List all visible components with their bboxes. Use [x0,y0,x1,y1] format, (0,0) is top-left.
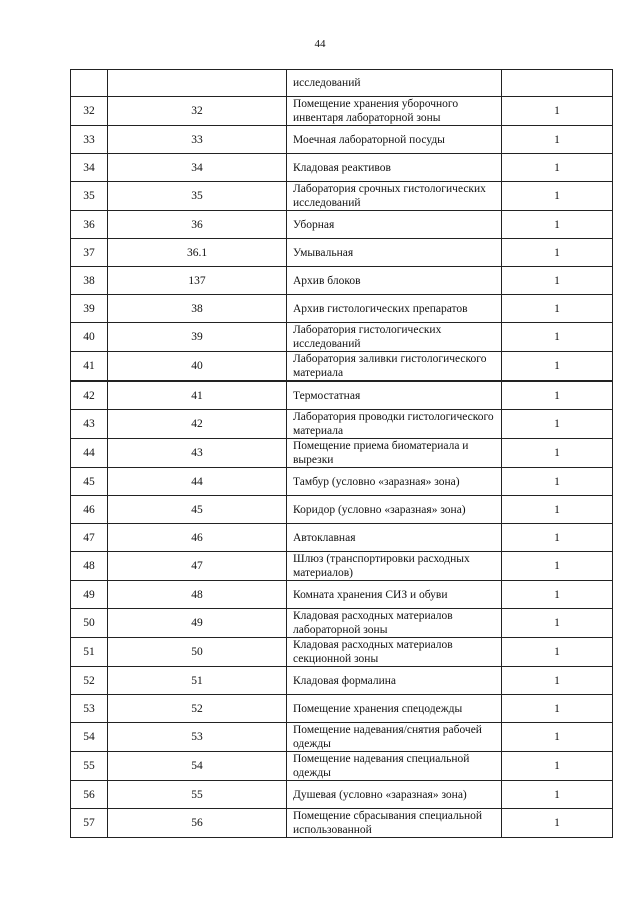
cell-room-name: Лаборатория заливки гистологического материала [287,352,502,382]
table-row [71,752,613,781]
cell-row-number: 38 [71,267,108,295]
cell-room-name: Уборная [287,211,502,239]
cell-quantity: 1 [502,638,613,667]
cell-row-number: 40 [71,323,108,352]
cell-room-name: Архив гистологических препаратов [287,295,502,323]
cell-plan-number: 55 [108,781,287,809]
table-row [71,267,613,295]
cell-room-name: Помещение хранения спецодежды [287,695,502,723]
table-row [71,809,613,838]
cell-room-name: Душевая (условно «заразная» зона) [287,781,502,809]
cell-quantity [502,70,613,97]
table-row [71,295,613,323]
cell-quantity: 1 [502,410,613,439]
cell-room-name: Термостатная [287,381,502,410]
cell-row-number: 43 [71,410,108,439]
cell-row-number: 56 [71,781,108,809]
cell-row-number: 36 [71,211,108,239]
cell-row-number: 44 [71,439,108,468]
cell-quantity: 1 [502,695,613,723]
cell-plan-number: 52 [108,695,287,723]
cell-room-name: Лаборатория гистологических исследований [287,323,502,352]
cell-room-name: Помещение надевания/снятия рабочей одежды [287,723,502,752]
table-row [71,182,613,211]
rooms-table [70,69,613,838]
cell-plan-number: 44 [108,468,287,496]
cell-plan-number: 35 [108,182,287,211]
cell-quantity: 1 [502,323,613,352]
cell-quantity: 1 [502,352,613,382]
table-row [71,410,613,439]
table-row [71,496,613,524]
table-row [71,524,613,552]
table-row [71,211,613,239]
cell-row-number: 52 [71,667,108,695]
cell-room-name: Тамбур (условно «заразная» зона) [287,468,502,496]
cell-quantity: 1 [502,267,613,295]
cell-room-name: Кладовая расходных материалов секционной зоны [287,638,502,667]
cell-room-name: Моечная лабораторной посуды [287,126,502,154]
cell-room-name: Кладовая формалина [287,667,502,695]
table-row [71,126,613,154]
cell-quantity: 1 [502,439,613,468]
cell-plan-number: 47 [108,552,287,581]
cell-row-number [71,70,108,97]
table-row [71,439,613,468]
table-row [71,638,613,667]
cell-quantity: 1 [502,211,613,239]
cell-row-number: 57 [71,809,108,838]
cell-row-number: 51 [71,638,108,667]
cell-quantity: 1 [502,809,613,838]
cell-room-name: Умывальная [287,239,502,267]
cell-plan-number: 40 [108,352,287,382]
cell-room-name: Лаборатория проводки гистологического материала [287,410,502,439]
cell-plan-number: 33 [108,126,287,154]
table-row [71,97,613,126]
table-row-continuation [71,70,613,97]
cell-plan-number: 36.1 [108,239,287,267]
cell-row-number: 41 [71,352,108,382]
cell-row-number: 35 [71,182,108,211]
cell-row-number: 32 [71,97,108,126]
cell-quantity: 1 [502,468,613,496]
cell-quantity: 1 [502,295,613,323]
cell-quantity: 1 [502,154,613,182]
cell-room-name: Шлюз (транспортировки расходных материалов) [287,552,502,581]
cell-plan-number: 45 [108,496,287,524]
cell-plan-number: 46 [108,524,287,552]
cell-row-number: 49 [71,581,108,609]
cell-quantity: 1 [502,524,613,552]
cell-plan-number: 39 [108,323,287,352]
cell-row-number: 42 [71,381,108,410]
cell-plan-number: 43 [108,439,287,468]
table-row [71,381,613,410]
cell-room-name: Помещение приема биоматериала и вырезки [287,439,502,468]
table-row [71,723,613,752]
cell-row-number: 39 [71,295,108,323]
cell-plan-number: 54 [108,752,287,781]
table-row [71,468,613,496]
cell-room-name: Помещение надевания специальной одежды [287,752,502,781]
cell-row-number: 47 [71,524,108,552]
cell-plan-number [108,70,287,97]
cell-room-name: Кладовая расходных материалов лабораторной зоны [287,609,502,638]
cell-room-name: Коридор (условно «заразная» зона) [287,496,502,524]
cell-quantity: 1 [502,182,613,211]
cell-room-name: исследований [287,70,502,97]
cell-row-number: 55 [71,752,108,781]
cell-quantity: 1 [502,381,613,410]
table-row [71,552,613,581]
cell-row-number: 54 [71,723,108,752]
cell-row-number: 48 [71,552,108,581]
cell-plan-number: 32 [108,97,287,126]
cell-plan-number: 50 [108,638,287,667]
rooms-table-body [71,70,613,838]
cell-plan-number: 56 [108,809,287,838]
cell-quantity: 1 [502,723,613,752]
page-number: 44 [314,38,326,50]
cell-plan-number: 53 [108,723,287,752]
cell-plan-number: 137 [108,267,287,295]
cell-quantity: 1 [502,581,613,609]
table-row [71,609,613,638]
cell-row-number: 46 [71,496,108,524]
cell-quantity: 1 [502,752,613,781]
cell-plan-number: 38 [108,295,287,323]
cell-row-number: 53 [71,695,108,723]
cell-room-name: Лаборатория срочных гистологических исследований [287,182,502,211]
cell-room-name: Кладовая реактивов [287,154,502,182]
cell-room-name: Автоклавная [287,524,502,552]
cell-plan-number: 42 [108,410,287,439]
cell-plan-number: 49 [108,609,287,638]
cell-row-number: 50 [71,609,108,638]
table-row [71,239,613,267]
table-row [71,695,613,723]
cell-plan-number: 48 [108,581,287,609]
table-row [71,154,613,182]
cell-plan-number: 41 [108,381,287,410]
cell-plan-number: 51 [108,667,287,695]
table-row [71,581,613,609]
cell-quantity: 1 [502,239,613,267]
cell-room-name: Помещение сбрасывания специальной использованной [287,809,502,838]
cell-row-number: 33 [71,126,108,154]
cell-quantity: 1 [502,552,613,581]
cell-quantity: 1 [502,126,613,154]
table-row [71,323,613,352]
cell-quantity: 1 [502,97,613,126]
cell-room-name: Архив блоков [287,267,502,295]
table-row [71,781,613,809]
cell-room-name: Помещение хранения уборочного инвентаря лабораторной зоны [287,97,502,126]
cell-quantity: 1 [502,496,613,524]
cell-room-name: Комната хранения СИЗ и обуви [287,581,502,609]
cell-quantity: 1 [502,667,613,695]
cell-row-number: 34 [71,154,108,182]
cell-plan-number: 36 [108,211,287,239]
table-row [71,667,613,695]
cell-quantity: 1 [502,609,613,638]
cell-plan-number: 34 [108,154,287,182]
cell-row-number: 45 [71,468,108,496]
cell-quantity: 1 [502,781,613,809]
table-row [71,352,613,382]
cell-row-number: 37 [71,239,108,267]
